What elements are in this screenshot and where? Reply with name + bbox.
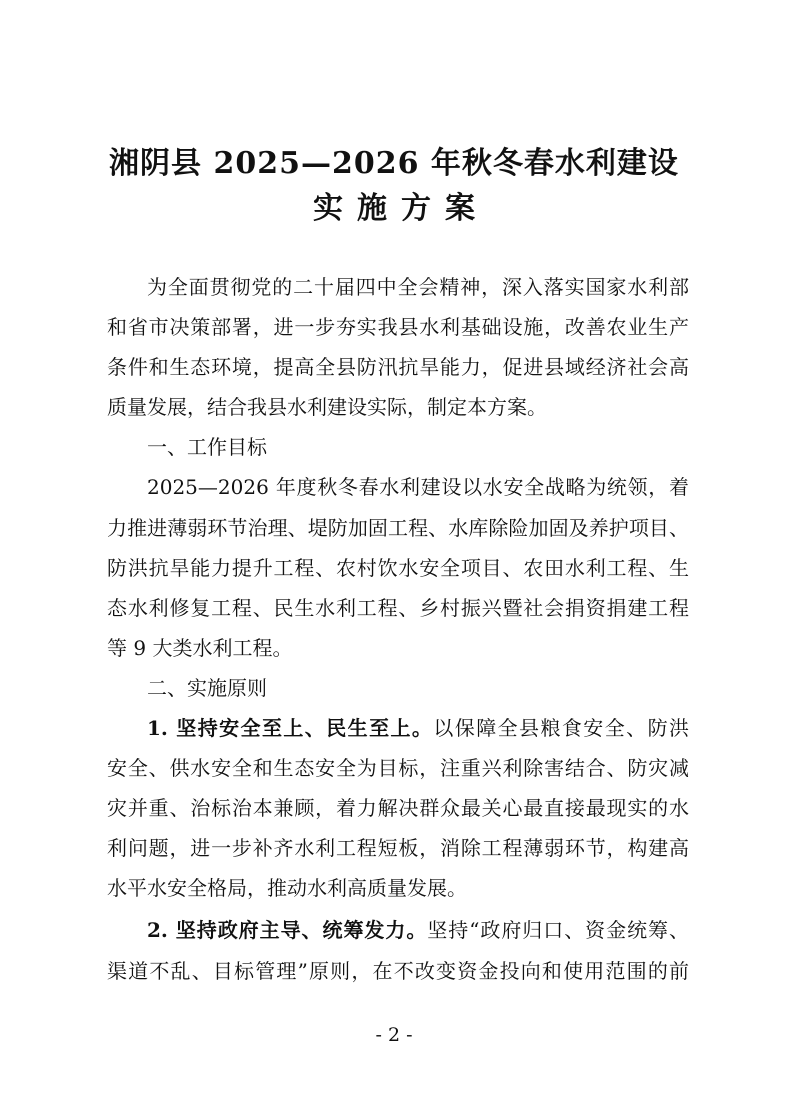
principle1-label: 1. 坚持安全至上、民生至上。: [147, 716, 434, 740]
principle1-first-line: [147, 708, 689, 748]
intro-line: 和省市决策部署，进一步夯实我县水利基础设施，改善农业生产: [107, 315, 689, 339]
section1-line: 防洪抗旱能力提升工程、农村饮水安全项目、农田水利工程、生: [107, 556, 689, 580]
section1-line: 2025—2026 年度秋冬春水利建设以水安全战略为统领，着: [147, 475, 689, 499]
principle2-label: 2. 坚持政府主导、统筹发力。: [147, 918, 428, 942]
document-title-line2: 实施方案: [313, 191, 489, 226]
principle2-first-line: [147, 910, 689, 950]
section-heading-principles: 二、实施原则: [147, 676, 267, 700]
section1-line: 力推进薄弱环节治理、堤防加固工程、水库除险加固及养护项目、: [107, 516, 689, 540]
principle1-line: 安全、供水安全和生态安全为目标，注重兴利除害结合、防灾减: [107, 756, 689, 780]
section1-line: 态水利修复工程、民生水利工程、乡村振兴暨社会捐资捐建工程: [107, 596, 689, 620]
principle1-text: 以保障全县粮食安全、防洪: [433, 716, 689, 740]
principle2-text: 坚持“政府归口、资金统筹、: [427, 918, 689, 942]
intro-line: 质量发展，结合我县水利建设实际，制定本方案。: [107, 395, 547, 419]
page-number: - 2 -: [375, 1024, 413, 1046]
principle1-line: 利问题，进一步补齐水利工程短板，消除工程薄弱环节，构建高: [107, 836, 689, 860]
intro-line: 条件和生态环境，提高全县防汛抗旱能力，促进县域经济社会高: [107, 355, 689, 379]
principle1-line: 水平水安全格局，推动水利高质量发展。: [107, 876, 467, 900]
principle2-line: 渠道不乱、目标管理”原则，在不改变资金投向和使用范围的前: [107, 959, 689, 983]
principle1-line: 灾并重、治标治本兼顾，着力解决群众最关心最直接最现实的水: [107, 796, 689, 820]
section1-line: 等 9 大类水利工程。: [107, 636, 293, 660]
intro-line: 为全面贯彻党的二十届四中全会精神，深入落实国家水利部: [147, 275, 689, 299]
section-heading-work-goals: 一、工作目标: [147, 435, 267, 459]
document-title-line1: 湘阴县 2025—2026 年秋冬春水利建设: [109, 146, 679, 181]
